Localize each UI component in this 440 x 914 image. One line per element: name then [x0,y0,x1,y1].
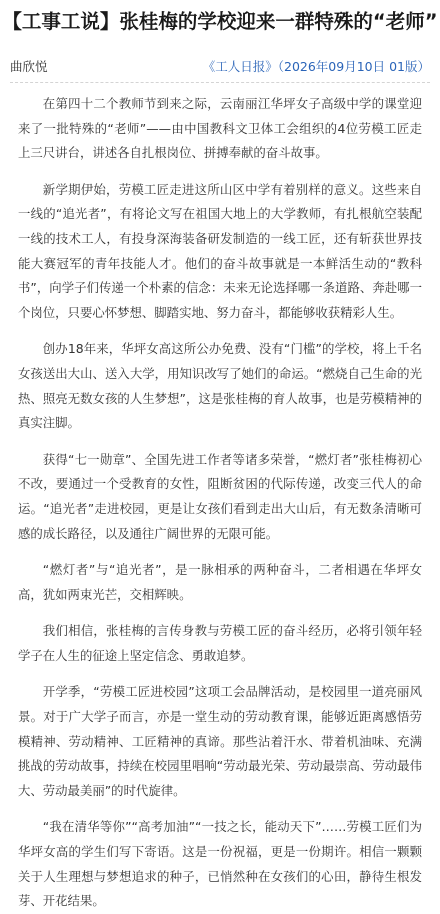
meta-divider [10,82,430,83]
article-paragraph: 我们相信，张桂梅的言传身教与劳模工匠的奋斗经历，必将引领年轻学子在人生的征途上坚定信念、勇敢追梦。 [18,623,422,663]
article-meta [10,56,430,78]
article-body [0,92,440,914]
article-paragraph: 在第四十二个教师节到来之际，云南丽江华坪女子高级中学的课堂迎来了一批特殊的“老师”——由中国教科文卫体工会组织的4位劳模工匠走上三尺讲台，讲述各自扎根岗位、拼搏奉献的奋斗故事。 [18,96,422,161]
article-author: 曲欣悦 [10,59,48,74]
article-source-link[interactable]: 《工人日报》（2026年09月10日 01版） [202,59,430,74]
article-title: 【工事工说】张桂梅的学校迎来一群特殊的“老师” [2,10,438,33]
article-paragraph: “我在清华等你”“高考加油”“一技之长，能动天下”……劳模工匠们为华坪女高的学生们写下寄语。这是一份祝福，更是一份期许。相信一颗颗关于人生理想与梦想追求的种子，已悄然种在女孩们的心田，静待生根发芽、开花结果。 [18,819,422,909]
article-paragraph: 获得“七一勋章”、全国先进工作者等诸多荣誉，“燃灯者”张桂梅初心不改，要通过一个受教育的女性，阻断贫困的代际传递，改变三代人的命运。“追光者”走进校园，更是让女孩们看到走出大山后，有无数条清晰可感的成长路径，以及通往广阔世界的无限可能。 [18,451,422,541]
article-paragraph: 新学期伊始，劳模工匠走进这所山区中学有着别样的意义。这些来自一线的“追光者”，有将论文写在祖国大地上的大学教师，有扎根航空装配一线的技术工人，有投身深海装备研发制造的一线工匠，还有斩获世界技能大赛冠军的青年技能人才。他们的奋斗故事就是一本鲜活生动的“教科书”，向学子们传递一个朴素的信念：未来无论选择哪一条道路、奔赴哪一个岗位，只要心怀梦想、脚踏实地、努力奋斗，都能够收获精彩人生。 [18,181,422,320]
article-paragraph: 开学季，“劳模工匠进校园”这项工会品牌活动，是校园里一道亮丽风景。对于广大学子而言，亦是一堂生动的劳动教育课，能够近距离感悟劳模精神、劳动精神、工匠精神的真谛。那些沾着汗水、带着机油味、充满挑战的劳动故事，持续在校园里唱响“劳动最光荣、劳动最崇高、劳动最伟大、劳动最美丽”的时代旋律。 [18,684,422,798]
article-paragraph: 创办18年来，华坪女高这所公办免费、没有“门槛”的学校，将上千名女孩送出大山、送入大学，用知识改写了她们的命运。“燃烧自己生命的光热、照亮无数女孩的人生梦想”，这是张桂梅的育人故事，也是劳模精神的真实注脚。 [18,341,422,431]
article-paragraph: “燃灯者”与“追光者”，是一脉相承的两种奋斗，二者相遇在华坪女高，犹如两束光芒，交相辉映。 [18,562,422,602]
